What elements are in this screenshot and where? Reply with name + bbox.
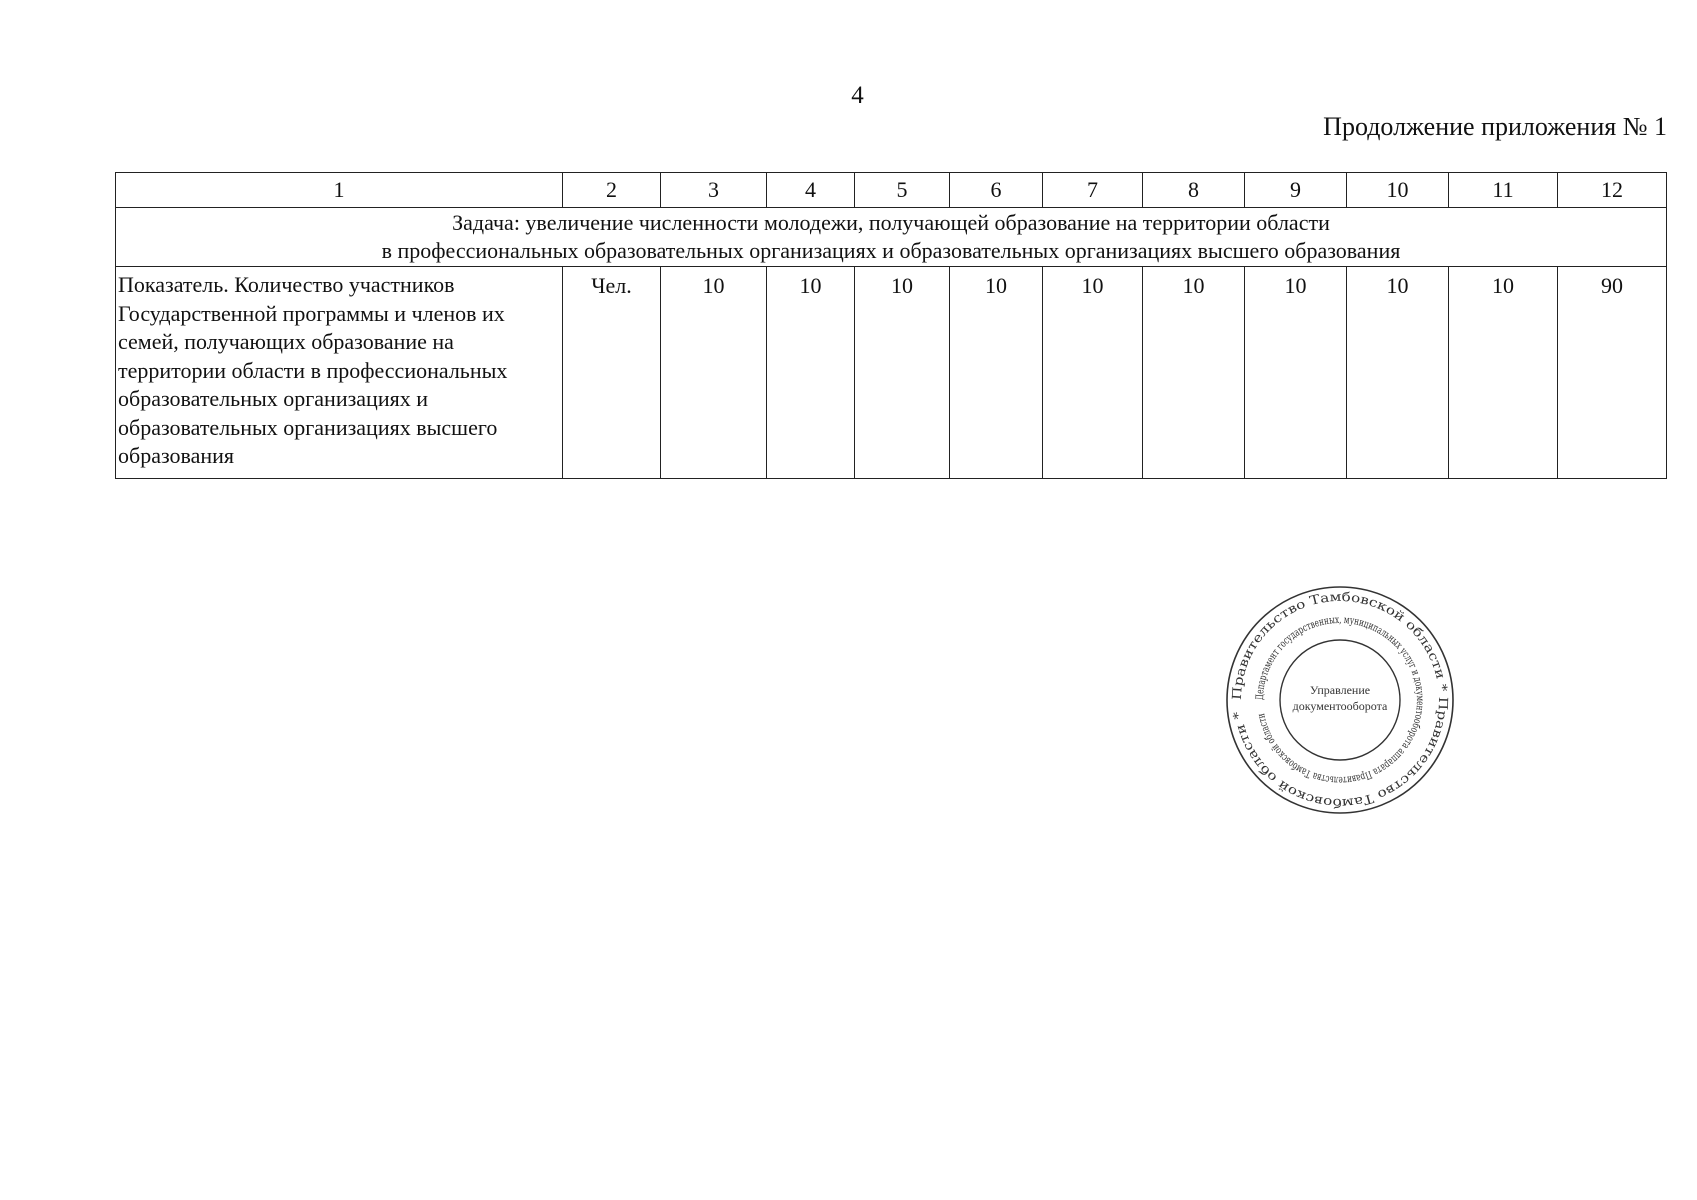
- stamp-center-line-1: Управление: [1309, 683, 1371, 697]
- value-cell: 10: [950, 267, 1043, 479]
- stamp-outer-text-path: Правительство Тамбовской области * Правительство Тамбовской области *: [1228, 588, 1452, 812]
- column-number: 7: [1043, 173, 1143, 208]
- column-number: 3: [661, 173, 767, 208]
- value-cell: 10: [1245, 267, 1347, 479]
- value-cell: 10: [767, 267, 855, 479]
- task-text-line-1: Задача: увеличение численности молодежи, получающей образование на территории области: [452, 210, 1330, 235]
- column-number: 9: [1245, 173, 1347, 208]
- appendix-continuation-note: Продолжение приложения № 1: [1323, 112, 1667, 141]
- value-cell: 10: [661, 267, 767, 479]
- column-number: 1: [116, 173, 563, 208]
- column-number: 11: [1449, 173, 1558, 208]
- indicator-name: Показатель. Количество участников Государственной программы и членов их семей, получающих образование на территории области в профессиональных образовательных организациях и образовательных организациях высшего образования: [116, 267, 563, 479]
- task-row: [116, 208, 1667, 267]
- stamp-inner-text-path: Департамент государственных, муниципальных услуг и документооборота аппарата Правительства Тамбовской области: [1253, 613, 1427, 787]
- value-cell: 10: [1347, 267, 1449, 479]
- value-cell: 10: [1043, 267, 1143, 479]
- indicator-row: [116, 267, 1667, 479]
- value-cell: 10: [1143, 267, 1245, 479]
- column-number: 12: [1558, 173, 1667, 208]
- task-cell: [116, 208, 1667, 267]
- page-number: 4: [851, 82, 864, 109]
- total-value-cell: 90: [1558, 267, 1667, 479]
- stamp-center-line-2: документооборота: [1292, 699, 1388, 713]
- column-number: 8: [1143, 173, 1245, 208]
- column-number: 6: [950, 173, 1043, 208]
- task-text-line-2: в профессиональных образовательных организациях и образовательных организациях высшего образования: [381, 238, 1401, 263]
- column-number: 10: [1347, 173, 1449, 208]
- column-number-row: [116, 173, 1667, 208]
- official-stamp: [1222, 582, 1458, 818]
- column-number: 4: [767, 173, 855, 208]
- unit-cell: Чел.: [563, 267, 661, 479]
- value-cell: 10: [855, 267, 950, 479]
- column-number: 5: [855, 173, 950, 208]
- value-cell: 10: [1449, 267, 1558, 479]
- column-number: 2: [563, 173, 661, 208]
- indicators-table: [115, 172, 1667, 479]
